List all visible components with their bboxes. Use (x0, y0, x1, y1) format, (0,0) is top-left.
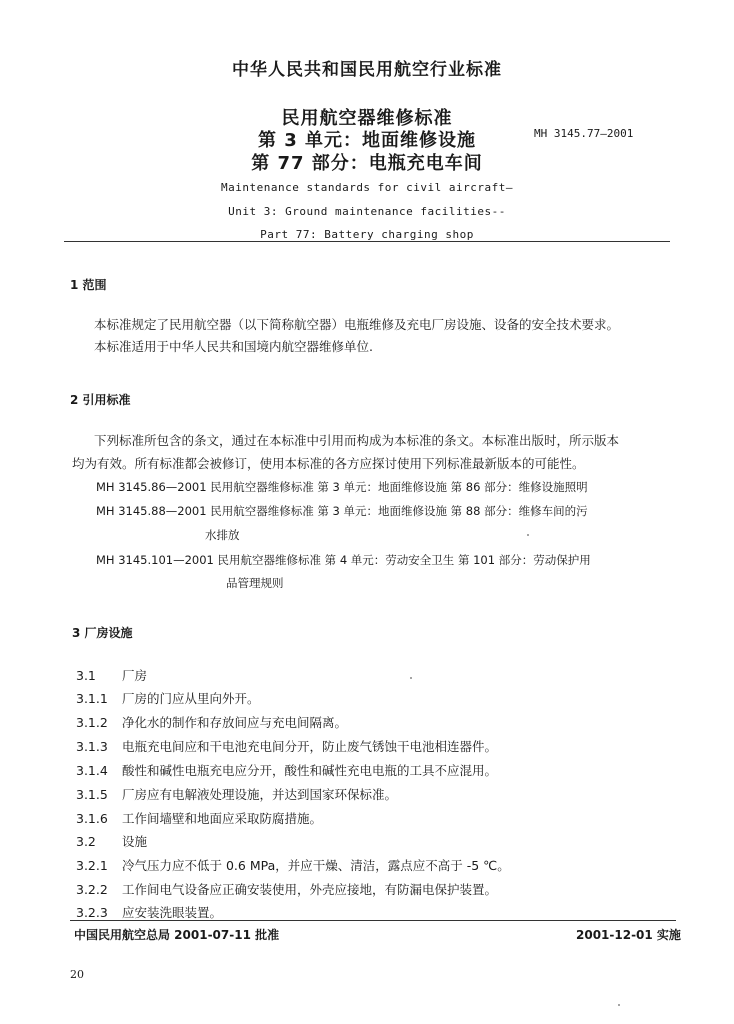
reference-2-line-1: MH 3145.88—2001 民用航空器维修标准 第 3 单元：地面维修设施 第 88 部分：维修车间的污 (96, 504, 588, 518)
reference-3-line-1: MH 3145.101—2001 民用航空器维修标准 第 4 单元：劳动安全卫生 第 101 部分：劳动保护用 (96, 553, 591, 567)
clause-3-2-2 (76, 880, 497, 898)
clause-text: 工作间墙壁和地面应采取防腐措施。 (122, 811, 323, 826)
clause-text: 设施 (122, 834, 148, 849)
clause-text: 电瓶充电间应和干电池充电间分开，防止废气锈蚀干电池相连器件。 (122, 739, 498, 754)
english-title-line-3: Part 77: Battery charging shop (260, 228, 474, 241)
clause-3-1-5 (76, 785, 397, 803)
clause-text: 酸性和碱性电瓶充电应分开，酸性和碱性充电电瓶的工具不应混用。 (122, 763, 498, 778)
reference-1: MH 3145.86—2001 民用航空器维修标准 第 3 单元：地面维修设施 第 86 部分：维修设施照明 (96, 480, 588, 494)
scan-speck (527, 534, 529, 536)
title-line-1: 民用航空器维修标准 (281, 108, 453, 129)
clause-text: 厂房 (122, 668, 148, 683)
clause-3-1 (76, 666, 147, 684)
clause-number: 3.2.1 (76, 858, 108, 873)
section-1-para-2: 本标准适用于中华人民共和国境内航空器维修单位. (94, 339, 373, 354)
section-3-heading: 3 厂房设施 (72, 626, 133, 640)
clause-text: 冷气压力应不低于 0.6 MPa，并应干燥、清洁，露点应不高于 -5 ℃。 (122, 858, 510, 873)
clause-number: 3.1.3 (76, 739, 108, 754)
clause-3-2-3 (76, 903, 222, 921)
clause-text: 净化水的制作和存放间应与充电间隔离。 (122, 715, 348, 730)
clause-3-2 (76, 832, 147, 850)
page-number: 20 (70, 968, 84, 981)
clause-text: 工作间电气设备应正确安装使用，外壳应接地，有防漏电保护装置。 (122, 882, 498, 897)
approval-line: 中国民用航空总局 2001-07-11 批准 (74, 928, 280, 942)
clause-number: 3.1.4 (76, 763, 108, 778)
clause-number: 3.1 (76, 668, 96, 683)
title-line-2: 第 3 单元：地面维修设施 (257, 130, 477, 151)
standard-code: MH 3145.77—2001 (534, 127, 634, 140)
header-rule (64, 241, 670, 242)
english-title-line-1: Maintenance standards for civil aircraft— (220, 181, 514, 194)
reference-2-line-2: 水排放 (205, 528, 240, 542)
clause-3-1-1 (76, 689, 260, 707)
effective-line: 2001-12-01 实施 (576, 928, 681, 942)
clause-text: 厂房的门应从里向外开。 (122, 691, 260, 706)
section-1-para-1: 本标准规定了民用航空器（以下简称航空器）电瓶维修及充电厂房设施、设备的安全技术要求。 (94, 317, 620, 332)
clause-number: 3.2 (76, 834, 96, 849)
section-2-para-line-2: 均为有效。所有标准都会被修订，使用本标准的各方应探讨使用下列标准最新版本的可能性。 (72, 456, 585, 471)
clause-number: 3.1.2 (76, 715, 108, 730)
section-2-heading: 2 引用标准 (70, 393, 131, 407)
clause-number: 3.1.5 (76, 787, 108, 802)
clause-number: 3.1.6 (76, 811, 108, 826)
clause-3-1-3 (76, 737, 497, 755)
english-title-line-2: Unit 3: Ground maintenance facilities-- (228, 205, 506, 218)
clause-3-2-1 (76, 856, 510, 874)
clause-text: 应安装洗眼装置。 (122, 905, 223, 920)
clause-number: 3.1.1 (76, 691, 108, 706)
clause-3-1-6 (76, 809, 322, 827)
section-2-para-line-1: 下列标准所包含的条文，通过在本标准中引用而构成为本标准的条文。本标准出版时，所示版本 (94, 433, 620, 448)
clause-text: 厂房应有电解液处理设施，并达到国家环保标准。 (122, 787, 398, 802)
clause-number: 3.2.3 (76, 905, 108, 920)
scan-speck (618, 1004, 620, 1006)
footer-rule (70, 920, 676, 921)
issuer-line: 中华人民共和国民用航空行业标准 (232, 60, 502, 80)
scan-speck (410, 677, 412, 679)
reference-3-line-2: 品管理规则 (226, 576, 284, 590)
clause-3-1-2 (76, 713, 347, 731)
clause-3-1-4 (76, 761, 497, 779)
section-1-heading: 1 范围 (70, 278, 107, 292)
title-line-3: 第 77 部分：电瓶充电车间 (251, 153, 483, 174)
clause-number: 3.2.2 (76, 882, 108, 897)
